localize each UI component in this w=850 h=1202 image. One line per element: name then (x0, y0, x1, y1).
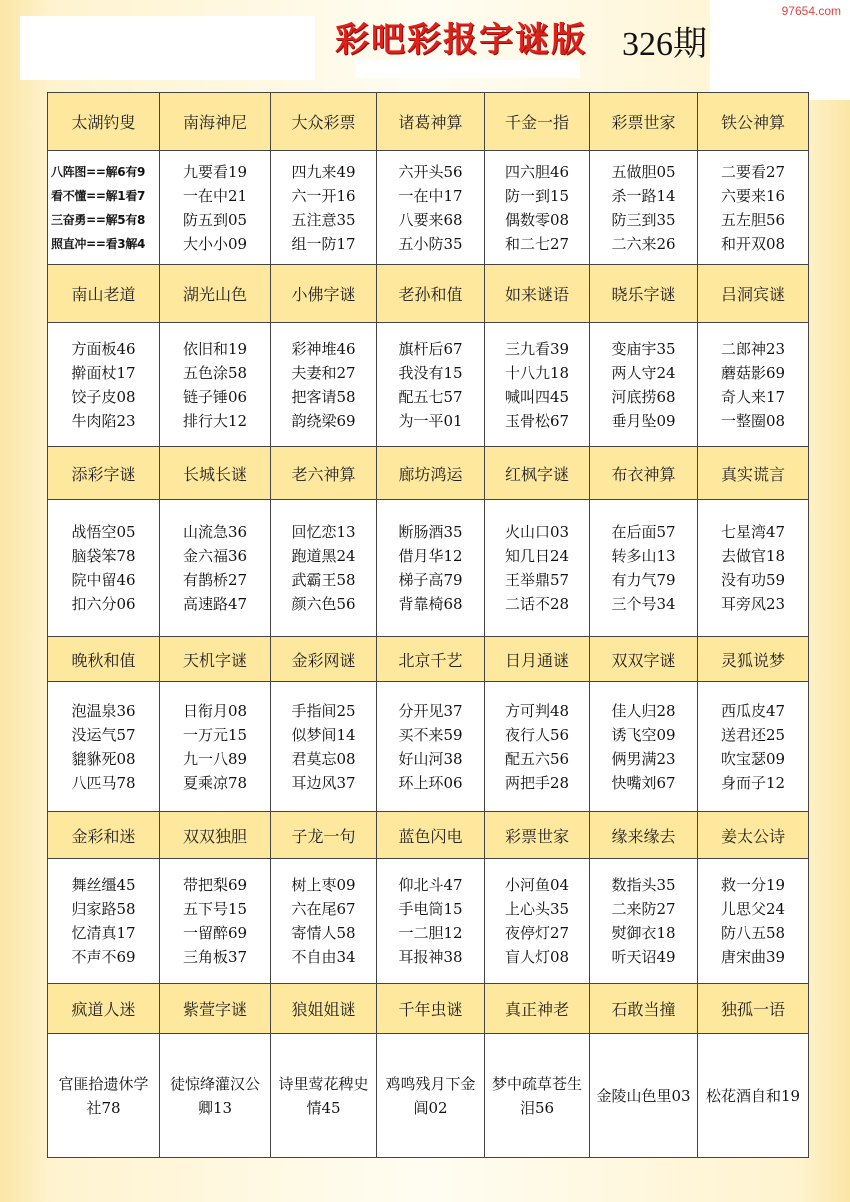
riddle-line: 不声不69 (71, 948, 136, 966)
riddle-line: 不自由34 (291, 948, 356, 966)
riddle-cell (485, 859, 590, 984)
riddle-line: 三奋勇==解5有8 (51, 212, 146, 227)
riddle-line: 组一防17 (291, 234, 356, 253)
riddle-line: 三九看39 (504, 339, 570, 358)
column-header: 子龙一句 (271, 812, 377, 859)
column-header: 真实谎言 (698, 447, 809, 500)
riddle-line: 河底捞68 (611, 387, 676, 406)
riddle-line: 寄情人58 (291, 924, 356, 942)
riddle-line: 把客请58 (291, 387, 356, 406)
riddle-cell (485, 151, 590, 265)
riddle-cell (698, 500, 809, 637)
riddle-line: 和二七27 (504, 234, 570, 253)
riddle-line: 七星湾47 (720, 523, 786, 541)
riddle-line: 仰北斗47 (398, 876, 463, 894)
riddle-cell (698, 682, 809, 812)
riddle-line: 六在尾67 (291, 900, 356, 918)
header-row (48, 447, 809, 500)
riddle-line: 为一平01 (398, 411, 463, 430)
riddle-line: 金陵山色里03 (596, 1086, 691, 1105)
riddle-line: 没有功59 (720, 571, 786, 589)
riddle-line: 看不懂==解1看7 (51, 188, 146, 203)
header-row (48, 984, 809, 1034)
riddle-cell (590, 151, 698, 265)
column-header: 红枫字谜 (485, 447, 590, 500)
riddle-line: 六开头56 (398, 162, 463, 181)
riddle-line: 转多山13 (611, 547, 676, 565)
riddle-cell (48, 500, 160, 637)
column-header: 姜太公诗 (698, 812, 809, 859)
riddle-line: 没运气57 (71, 725, 136, 744)
riddle-line: 韵绕梁69 (291, 411, 356, 430)
riddle-line: 五色涂58 (182, 363, 248, 382)
page-header (0, 0, 850, 90)
riddle-cell (590, 1034, 698, 1158)
riddle-cell (160, 682, 271, 812)
riddle-line: 唐宋曲39 (720, 948, 786, 966)
riddle-cell (377, 1034, 485, 1158)
riddle-line: 一留醉69 (182, 924, 248, 942)
header-row (48, 637, 809, 682)
column-header: 铁公神算 (698, 93, 809, 151)
riddle-line: 断肠酒35 (398, 523, 463, 541)
riddle-line: 高速路47 (182, 595, 248, 613)
column-header: 真正神老 (485, 984, 590, 1034)
riddle-line: 夜停灯27 (504, 924, 570, 942)
riddle-cell (590, 323, 698, 447)
column-header: 布衣神算 (590, 447, 698, 500)
blank-area (20, 16, 315, 80)
riddle-line: 二郎神23 (720, 339, 786, 358)
riddle-cell (271, 151, 377, 265)
riddle-line: 变庙宇35 (611, 339, 676, 358)
riddle-line: 战悟空05 (71, 523, 136, 541)
column-header: 紫萱字谜 (160, 984, 271, 1034)
riddle-line: 两把手28 (504, 773, 570, 792)
content-row (48, 500, 809, 637)
riddle-line: 借月华12 (398, 547, 463, 565)
column-header: 太湖钓叟 (48, 93, 160, 151)
riddle-line: 梯子高79 (398, 571, 463, 589)
riddle-line: 买不来59 (398, 725, 463, 744)
riddle-line: 手电筒15 (398, 900, 463, 918)
riddle-line: 五注意35 (291, 210, 356, 229)
riddle-line: 吹宝瑟09 (720, 749, 786, 768)
riddle-line: 照直冲==看3解4 (51, 236, 146, 251)
riddle-line: 日衔月08 (182, 701, 248, 720)
riddle-cell (48, 323, 160, 447)
column-header: 如来谜语 (485, 265, 590, 323)
riddle-cell (48, 151, 160, 265)
riddle-line: 扣六分06 (71, 595, 136, 613)
column-header: 小佛字谜 (271, 265, 377, 323)
riddle-line: 十八九18 (504, 363, 570, 382)
riddle-cell (160, 500, 271, 637)
riddle-line: 泡温泉36 (71, 701, 136, 720)
riddle-line: 夫妻和27 (291, 363, 356, 382)
riddle-line: 三个号34 (611, 595, 676, 613)
riddle-line: 院中留46 (71, 571, 136, 589)
riddle-line: 饺子皮08 (71, 387, 136, 406)
riddle-line: 官匪拾遗休学社78 (58, 1074, 149, 1117)
column-header: 日月通谜 (485, 637, 590, 682)
riddle-line: 知几日24 (504, 547, 570, 565)
riddle-cell (271, 682, 377, 812)
riddle-line: 数指头35 (611, 876, 676, 894)
column-header: 大众彩票 (271, 93, 377, 151)
column-header: 老六神算 (271, 447, 377, 500)
riddle-line: 耳旁风23 (720, 595, 786, 613)
riddle-cell (160, 1034, 271, 1158)
riddle-cell (485, 1034, 590, 1158)
riddle-line: 背靠椅68 (398, 595, 463, 613)
riddle-line: 六要来16 (720, 186, 786, 205)
riddle-line: 耳边风37 (291, 773, 356, 792)
riddle-line: 链子锤06 (182, 387, 248, 406)
riddle-line: 五左胆56 (720, 210, 786, 229)
riddle-line: 牛肉陷23 (71, 411, 136, 430)
riddle-line: 配五六56 (504, 749, 570, 768)
riddle-line: 喊叫四45 (504, 387, 570, 406)
riddle-cell (271, 859, 377, 984)
column-header: 蓝色闪电 (377, 812, 485, 859)
content-row (48, 859, 809, 984)
riddle-line: 回忆恋13 (291, 523, 356, 541)
riddle-line: 旗杆后67 (398, 339, 463, 358)
riddle-table (47, 92, 809, 1158)
column-header: 千年虫谜 (377, 984, 485, 1034)
column-header: 长城长谜 (160, 447, 271, 500)
riddle-line: 防三到35 (611, 210, 676, 229)
riddle-line: 五下号15 (182, 900, 248, 918)
riddle-cell (485, 323, 590, 447)
riddle-line: 似梦间14 (291, 725, 356, 744)
riddle-line: 配五七57 (398, 387, 463, 406)
riddle-line: 去做官18 (720, 547, 786, 565)
riddle-cell (271, 323, 377, 447)
riddle-line: 梦中疏草苍生泪56 (491, 1074, 582, 1117)
column-header: 石敢当撞 (590, 984, 698, 1034)
riddle-line: 六一开16 (291, 186, 356, 205)
riddle-line: 盲人灯08 (504, 948, 570, 966)
riddle-line: 九一八89 (182, 749, 248, 768)
riddle-line: 金六福36 (182, 547, 248, 565)
column-header: 彩票世家 (590, 93, 698, 151)
riddle-line: 四六胆46 (504, 162, 570, 181)
riddle-line: 忆清真17 (71, 924, 136, 942)
riddle-line: 身而子12 (720, 773, 786, 792)
column-header: 双双独胆 (160, 812, 271, 859)
riddle-line: 蘑菇影69 (720, 363, 786, 382)
watermark: 97654.com (779, 4, 844, 18)
riddle-line: 在后面57 (611, 523, 676, 541)
riddle-line: 一整圈08 (720, 411, 786, 430)
riddle-line: 杀一路14 (611, 186, 676, 205)
riddle-line: 环上环06 (398, 773, 463, 792)
riddle-line: 武霸王58 (291, 571, 356, 589)
riddle-cell (377, 323, 485, 447)
riddle-line: 二话不28 (504, 595, 570, 613)
riddle-line: 耳报神38 (398, 948, 463, 966)
column-header: 灵狐说梦 (698, 637, 809, 682)
column-header: 南海神尼 (160, 93, 271, 151)
riddle-line: 两人守24 (611, 363, 676, 382)
riddle-line: 跑道黑24 (291, 547, 356, 565)
riddle-line: 一在中17 (398, 186, 463, 205)
riddle-line: 山流急36 (182, 523, 248, 541)
riddle-line: 八要来68 (398, 210, 463, 229)
column-header: 金彩网谜 (271, 637, 377, 682)
riddle-line: 诗里莺花稗史情45 (278, 1074, 369, 1117)
riddle-line: 带把梨69 (182, 876, 248, 894)
column-header: 双双字谜 (590, 637, 698, 682)
riddle-line: 防八五58 (720, 924, 786, 942)
riddle-cell (485, 500, 590, 637)
riddle-cell (377, 500, 485, 637)
riddle-line: 三角板37 (182, 948, 248, 966)
riddle-line: 松花酒自和19 (705, 1086, 801, 1105)
riddle-line: 排行大12 (182, 411, 248, 430)
riddle-line: 有鹊桥27 (182, 571, 248, 589)
riddle-cell (160, 859, 271, 984)
column-header: 独孤一语 (698, 984, 809, 1034)
riddle-line: 归家路58 (71, 900, 136, 918)
riddle-line: 和开双08 (720, 234, 786, 253)
riddle-line: 舞丝缰45 (71, 876, 136, 894)
column-header: 晚秋和值 (48, 637, 160, 682)
riddle-line: 防一到15 (504, 186, 570, 205)
riddle-cell (698, 323, 809, 447)
riddle-line: 方可判48 (504, 701, 570, 720)
riddle-line: 二六来26 (611, 234, 676, 253)
column-header: 彩票世家 (485, 812, 590, 859)
riddle-cell (48, 1034, 160, 1158)
riddle-cell (271, 500, 377, 637)
column-header: 缘来缘去 (590, 812, 698, 859)
riddle-line: 儿思父24 (720, 900, 786, 918)
riddle-line: 二来防27 (611, 900, 676, 918)
riddle-line: 树上枣09 (291, 876, 356, 894)
riddle-cell (485, 682, 590, 812)
riddle-line: 颜六色56 (291, 595, 356, 613)
riddle-cell (160, 151, 271, 265)
riddle-line: 俩男满23 (611, 749, 676, 768)
riddle-line: 九要看19 (182, 162, 248, 181)
riddle-line: 垂月坠09 (611, 411, 676, 430)
riddle-line: 貔貅死08 (71, 749, 136, 768)
column-header: 湖光山色 (160, 265, 271, 323)
riddle-line: 五小防35 (398, 234, 463, 253)
content-row (48, 151, 809, 265)
riddle-cell (698, 151, 809, 265)
column-header: 狼姐姐谜 (271, 984, 377, 1034)
riddle-line: 西瓜皮47 (720, 701, 786, 720)
column-header: 老孙和值 (377, 265, 485, 323)
riddle-line: 八匹马78 (71, 773, 136, 792)
riddle-line: 快嘴刘67 (611, 773, 676, 792)
riddle-line: 一二胆12 (398, 924, 463, 942)
riddle-cell (590, 500, 698, 637)
header-row (48, 265, 809, 323)
riddle-line: 手指间25 (291, 701, 356, 720)
riddle-line: 上心头35 (504, 900, 570, 918)
column-header: 天机字谜 (160, 637, 271, 682)
riddle-line: 一万元15 (182, 725, 248, 744)
riddle-line: 鸡鸣残月下金阊02 (385, 1074, 476, 1117)
column-header: 添彩字谜 (48, 447, 160, 500)
riddle-cell (377, 859, 485, 984)
riddle-line: 防五到05 (182, 210, 248, 229)
riddle-line: 脑袋笨78 (71, 547, 136, 565)
riddle-line: 依旧和19 (182, 339, 248, 358)
riddle-line: 二要看27 (720, 162, 786, 181)
riddle-cell (698, 859, 809, 984)
column-header: 吕洞宾谜 (698, 265, 809, 323)
header-row (48, 812, 809, 859)
page-title: 彩吧彩报字谜版 (335, 20, 587, 60)
riddle-line: 玉骨松67 (504, 411, 570, 430)
riddle-line: 一在中21 (182, 186, 248, 205)
header-row (48, 93, 809, 151)
riddle-line: 听天诏49 (611, 948, 676, 966)
riddle-line: 熨御衣18 (611, 924, 676, 942)
column-header: 千金一指 (485, 93, 590, 151)
column-header: 诸葛神算 (377, 93, 485, 151)
riddle-line: 好山河38 (398, 749, 463, 768)
riddle-line: 王举鼎57 (504, 571, 570, 589)
column-header: 金彩和迷 (48, 812, 160, 859)
riddle-cell (160, 323, 271, 447)
riddle-line: 偶数零08 (504, 210, 570, 229)
riddle-line: 大小小09 (182, 234, 248, 253)
blank-area (355, 60, 580, 78)
riddle-line: 徒惊绛灌汉公卿13 (169, 1074, 260, 1117)
riddle-line: 我没有15 (398, 363, 463, 382)
column-header: 晓乐字谜 (590, 265, 698, 323)
riddle-line: 方面板46 (71, 339, 136, 358)
riddle-line: 救一分19 (720, 876, 786, 894)
riddle-line: 奇人来17 (720, 387, 786, 406)
riddle-line: 夏乘凉78 (182, 773, 248, 792)
column-header: 南山老道 (48, 265, 160, 323)
riddle-cell (698, 1034, 809, 1158)
riddle-cell (48, 682, 160, 812)
content-row (48, 1034, 809, 1158)
riddle-cell (377, 151, 485, 265)
riddle-cell (48, 859, 160, 984)
riddle-line: 小河鱼04 (504, 876, 570, 894)
riddle-line: 佳人归28 (611, 701, 676, 720)
riddle-cell (271, 1034, 377, 1158)
riddle-line: 送君还25 (720, 725, 786, 744)
riddle-line: 分开见37 (398, 701, 463, 720)
riddle-line: 有力气79 (611, 571, 676, 589)
riddle-line: 彩神堆46 (291, 339, 356, 358)
riddle-line: 火山口03 (504, 523, 570, 541)
column-header: 疯道人迷 (48, 984, 160, 1034)
content-row (48, 323, 809, 447)
column-header: 廊坊鸿运 (377, 447, 485, 500)
riddle-cell (590, 859, 698, 984)
riddle-cell (590, 682, 698, 812)
riddle-line: 夜行人56 (504, 725, 570, 744)
riddle-cell (377, 682, 485, 812)
column-header: 北京千艺 (377, 637, 485, 682)
riddle-line: 君莫忘08 (291, 749, 356, 768)
riddle-line: 四九来49 (291, 162, 356, 181)
riddle-line: 擀面杖17 (71, 363, 136, 382)
riddle-line: 八阵图==解6有9 (51, 164, 146, 179)
riddle-line: 诱飞空09 (611, 725, 676, 744)
content-row (48, 682, 809, 812)
issue-number: 326期 (622, 26, 707, 63)
riddle-line: 五做胆05 (611, 162, 676, 181)
